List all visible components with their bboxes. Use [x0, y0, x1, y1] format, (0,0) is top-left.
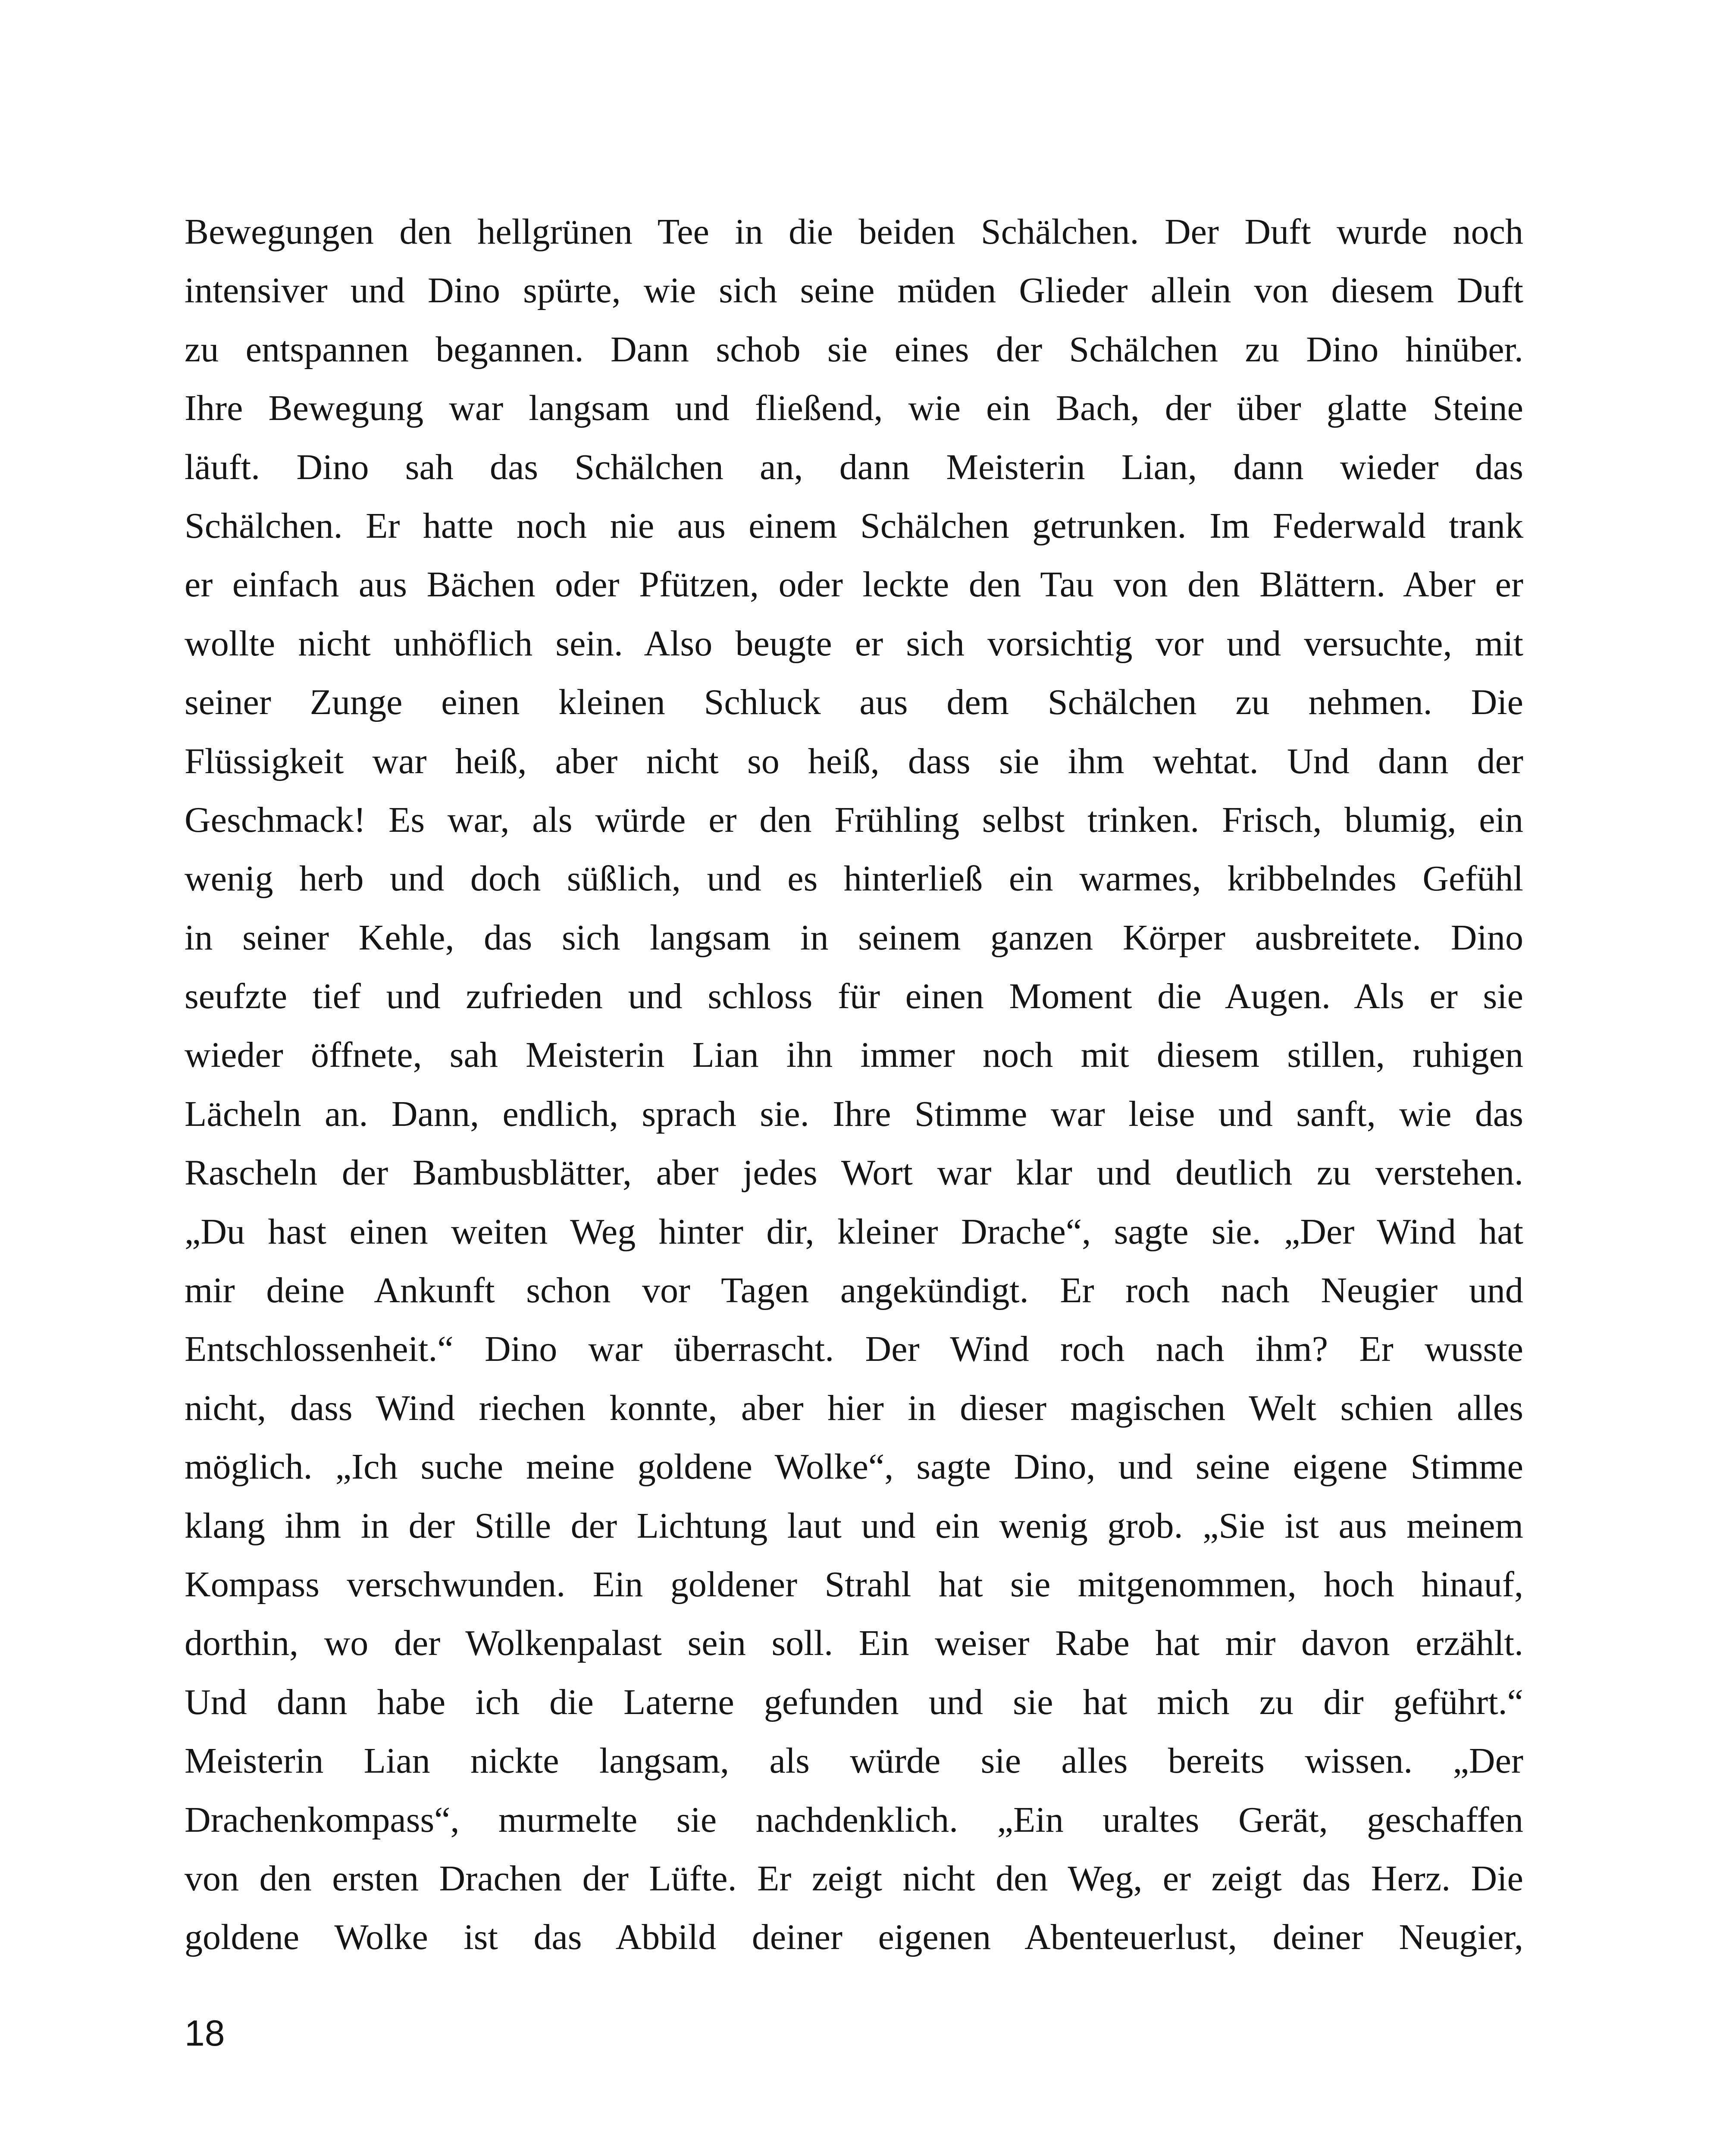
- text-line: nicht, dass Wind riechen konnte, aber hier in dieser magischen Welt schien alles: [185, 1388, 1523, 1428]
- text-line: seufzte tief und zufrieden und schloss für einen Moment die Augen. Als er sie: [185, 976, 1523, 1017]
- text-line: in seiner Kehle, das sich langsam in seinem ganzen Körper ausbreitete. Dino: [185, 917, 1523, 958]
- text-line: „Du hast einen weiten Weg hinter dir, kleiner Drache“, sagte sie. „Der Wind hat: [185, 1211, 1523, 1252]
- text-line: goldene Wolke ist das Abbild deiner eigenen Abenteuerlust, deiner Neugier,: [185, 1917, 1523, 1958]
- text-line: Bewegungen den hellgrünen Tee in die beiden Schälchen. Der Duft wurde noch: [185, 212, 1523, 252]
- text-line: mir deine Ankunft schon vor Tagen angekündigt. Er roch nach Neugier und: [185, 1270, 1523, 1311]
- text-line: Schälchen. Er hatte noch nie aus einem Schälchen getrunken. Im Federwald trank: [185, 505, 1523, 546]
- text-line: Entschlossenheit.“ Dino war überrascht. Der Wind roch nach ihm? Er wusste: [185, 1329, 1523, 1369]
- body-text: [185, 203, 1523, 1967]
- text-line: läuft. Dino sah das Schälchen an, dann Meisterin Lian, dann wieder das: [185, 447, 1523, 487]
- text-line: Geschmack! Es war, als würde er den Frühling selbst trinken. Frisch, blumig, ein: [185, 799, 1523, 840]
- text-line: möglich. „Ich suche meine goldene Wolke“, sagte Dino, und seine eigene Stimme: [185, 1447, 1523, 1487]
- text-line: zu entspannen begannen. Dann schob sie eines der Schälchen zu Dino hinüber.: [185, 329, 1523, 370]
- text-line: klang ihm in der Stille der Lichtung laut und ein wenig grob. „Sie ist aus meinem: [185, 1505, 1523, 1546]
- text-line: er einfach aus Bächen oder Pfützen, oder leckte den Tau von den Blättern. Aber er: [185, 564, 1523, 605]
- text-line: Ihre Bewegung war langsam und fließend, wie ein Bach, der über glatte Steine: [185, 388, 1523, 429]
- text-line: seiner Zunge einen kleinen Schluck aus dem Schälchen zu nehmen. Die: [185, 682, 1523, 723]
- text-line: intensiver und Dino spürte, wie sich seine müden Glieder allein von diesem Duft: [185, 270, 1523, 311]
- text-line: Und dann habe ich die Laterne gefunden und sie hat mich zu dir geführt.“: [185, 1682, 1523, 1722]
- text-line: wenig herb und doch süßlich, und es hinterließ ein warmes, kribbelndes Gefühl: [185, 859, 1523, 899]
- text-line: wieder öffnete, sah Meisterin Lian ihn immer noch mit diesem stillen, ruhigen: [185, 1035, 1523, 1075]
- text-line: Drachenkompass“, murmelte sie nachdenklich. „Ein uraltes Gerät, geschaffen: [185, 1799, 1523, 1840]
- text-line: wollte nicht unhöflich sein. Also beugte er sich vorsichtig vor und versuchte, mit: [185, 623, 1523, 664]
- text-line: Lächeln an. Dann, endlich, sprach sie. Ihre Stimme war leise und sanft, wie das: [185, 1094, 1523, 1134]
- text-line: Kompass verschwunden. Ein goldener Strahl hat sie mitgenommen, hoch hinauf,: [185, 1564, 1523, 1604]
- text-line: Flüssigkeit war heiß, aber nicht so heiß, dass sie ihm wehtat. Und dann der: [185, 741, 1523, 781]
- text-line: von den ersten Drachen der Lüfte. Er zeigt nicht den Weg, er zeigt das Herz. Die: [185, 1858, 1523, 1899]
- text-line: Meisterin Lian nickte langsam, als würde sie alles bereits wissen. „Der: [185, 1741, 1523, 1781]
- text-line: dorthin, wo der Wolkenpalast sein soll. Ein weiser Rabe hat mir davon erzählt.: [185, 1623, 1523, 1664]
- text-line: Rascheln der Bambusblätter, aber jedes Wort war klar und deutlich zu verstehen.: [185, 1153, 1523, 1193]
- page-number: 18: [185, 2013, 225, 2053]
